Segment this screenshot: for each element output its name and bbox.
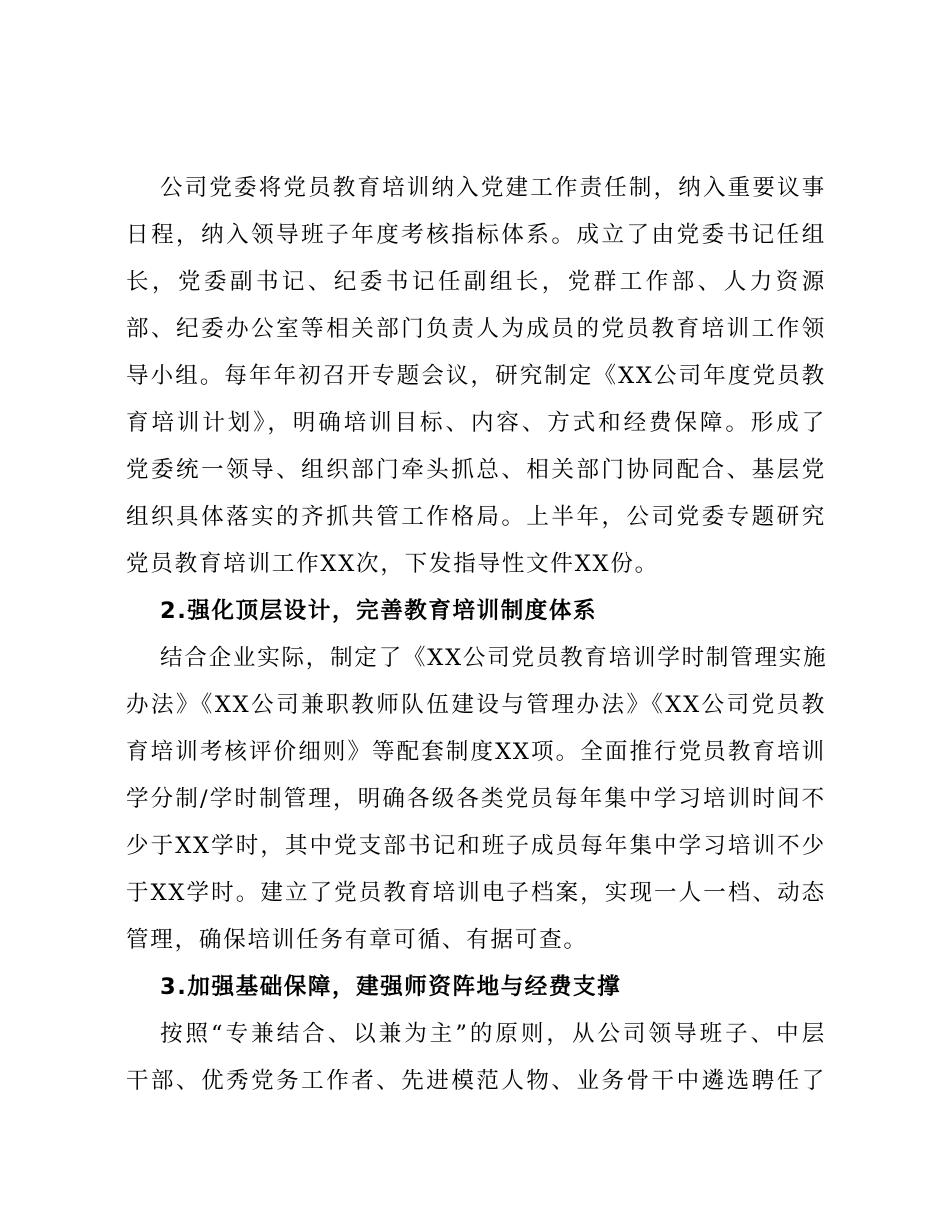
section-heading-3: 3.加强基础保障，建强师资阵地与经费支撑: [160, 974, 622, 1000]
paragraph-line: 党员教育培训工作XX次，下发指导性文件XX份。: [126, 551, 659, 577]
paragraph-line: 干部、优秀党务工作者、先进模范人物、业务骨干中遴选聘任了: [126, 1068, 826, 1094]
paragraph-line: 公司党委将党员教育培训纳入党建工作责任制，纳入重要议事: [160, 175, 826, 201]
paragraph-line: 导小组。每年年初召开专题会议，研究制定《XX公司年度党员教: [126, 363, 826, 389]
paragraph-line: 长，党委副书记、纪委书记任副组长，党群工作部、人力资源: [126, 269, 826, 295]
paragraph-line: 日程，纳入领导班子年度考核指标体系。成立了由党委书记任组: [126, 222, 826, 248]
paragraph-line: 部、纪委办公室等相关部门负责人为成员的党员教育培训工作领: [126, 316, 826, 342]
paragraph-line: 管理，确保培训任务有章可循、有据可查。: [126, 927, 588, 953]
paragraph-line: 组织具体落实的齐抓共管工作格局。上半年，公司党委专题研究: [126, 504, 826, 530]
section-heading-2: 2.强化顶层设计，完善教育培训制度体系: [160, 598, 598, 624]
paragraph-line: 党委统一领导、组织部门牵头抓总、相关部门协同配合、基层党: [126, 457, 826, 483]
paragraph-line: 办法》《XX公司兼职教师队伍建设与管理办法》《XX公司党员教: [126, 692, 826, 718]
paragraph-line: 育培训计划》，明确培训目标、内容、方式和经费保障。形成了: [126, 410, 826, 436]
paragraph-line: 学分制/学时制管理，明确各级各类党员每年集中学习培训时间不: [126, 786, 826, 812]
paragraph-line: 按照“专兼结合、以兼为主”的原则，从公司领导班子、中层: [160, 1021, 826, 1047]
paragraph-line: 育培训考核评价细则》等配套制度XX项。全面推行党员教育培训: [126, 739, 826, 765]
paragraph-line: 少于XX学时，其中党支部书记和班子成员每年集中学习培训不少: [126, 833, 826, 859]
paragraph-line: 结合企业实际，制定了《XX公司党员教育培训学时制管理实施: [160, 645, 828, 671]
paragraph-line: 于XX学时。建立了党员教育培训电子档案，实现一人一档、动态: [126, 880, 826, 906]
